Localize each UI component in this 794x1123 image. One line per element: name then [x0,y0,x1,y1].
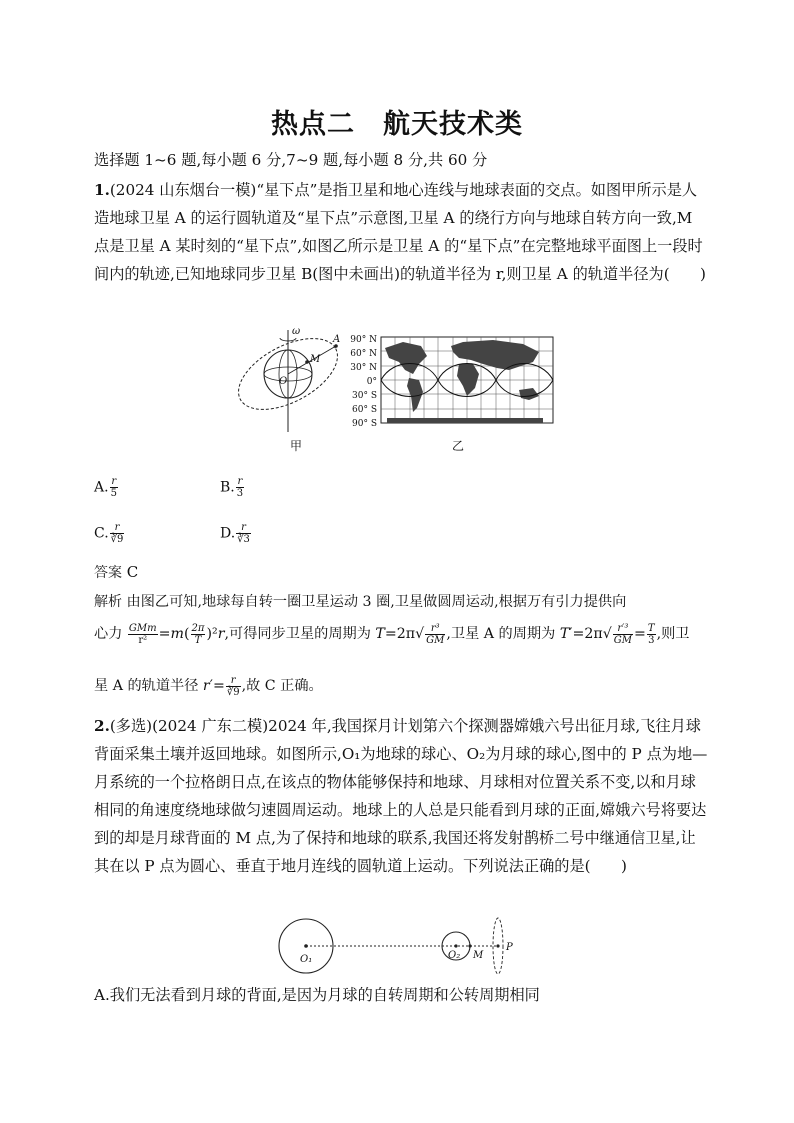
explanation-text: ,卫星 A 的周期为 [446,626,556,642]
figure-jia-label: 甲 [290,439,303,453]
q2-option-A[interactable]: A.我们无法看到月球的背面,是因为月球的自转周期和公转周期相同 [94,986,540,1004]
lat-label: 0° [366,377,377,387]
fraction-denominator: 5 [110,488,117,499]
explanation-text: ,可得同步卫星的周期为 [224,626,371,642]
question-text: (多选)(2024 广东二模)2024 年,我国探月计划第六个探测器嫦娥六号出征月球,飞往月球背面采集土壤并返回地球。如图所示,O₁为地球的球心、O₂为月球的球心,图中的 P 点为地—月系统的一个拉格朗日点,在该点的物体能够保持和地球、月球相对位置关系不变,以和月球相同的角速度绕地球做匀速圆周运动。地球上的人总是只能看到月球的正面,嫦娥六号将要达到的却是月球背面的 M 点,为了保持和地球的联系,我国还将发射鹊桥二号中继通信卫星,让其在以 P 点为圆心、垂直于地月连线的圆轨道上运动。下列说法正确的是( ) [94,717,708,875]
figure-jia [230,322,350,440]
option-A[interactable] [94,476,119,499]
figure-yi [343,330,558,430]
explanation-line-3 [94,672,710,700]
fraction-numerator: r [237,476,243,487]
option-prefix: C. [94,525,109,542]
option-prefix: A. [94,479,109,496]
page-title: 热点二 航天技术类 [271,109,523,140]
formula-gravity: $\frac{\text{GMm}}{\text{r²}}$ =m( $\frac{2\pi}{T}$ )²r [128,622,225,646]
M-label: M [310,354,321,365]
fraction-numerator: r [111,476,117,487]
question-number: 2. [94,717,110,735]
option-prefix: D. [220,525,236,542]
explanation-text: 星 A 的轨道半径 [94,678,199,694]
formula-period-T-prime: T′=2π√ $\frac{\text{r′³}}{GM}$ = $\frac{T}{3}$ [559,622,655,646]
question-1 [94,176,710,288]
explanation-text: 由图乙可知,地球每自转一圈卫星运动 3 圈,卫星做圆周运动,根据万有引力提供向 [126,594,627,610]
question-text: (2024 山东烟台一模)“星下点”是指卫星和地心连线与地球表面的交点。如图甲所示是人造地球卫星 A 的运行圆轨道及“星下点”示意图,卫星 A 的绕行方向与地球自转方向一致,M 点是卫星 A 某时刻的“星下点”,如图乙所示是卫星 A 的“星下点”在完整地球平面图上一段时间内的轨迹,已知地球同步卫星 B(图中未画出)的轨道半径为 r,则卫星 A 的轨道半径为( ) [94,181,706,283]
formula-period-T: T=2π√ $\frac{\text{r³}}{GM}$ [375,622,445,646]
explanation-label: 解析 [94,594,122,610]
M-label: M [473,950,484,961]
answer-label: 答案 [94,565,122,581]
figure-yi-label: 乙 [452,439,465,453]
explanation-line-1 [94,588,710,616]
fraction-denominator: ∛9 [110,534,124,545]
lat-label: 30° N [350,363,377,373]
O2-label: O₂ [448,950,461,961]
option-B[interactable] [220,476,245,499]
explanation-line-2 [94,620,710,648]
P-label: P [506,942,513,953]
lat-label: 90° S [352,419,377,429]
fraction-denominator: 3 [236,488,244,499]
O1-label: O₁ [300,954,313,965]
lat-label: 60° N [350,349,377,359]
section-header: 选择题 1~6 题,每小题 6 分,7~9 题,每小题 8 分,共 60 分 [94,151,488,169]
explanation-text: ,故 C 正确。 [241,678,323,694]
explanation-text: ,则卫 [656,626,690,642]
option-D[interactable] [220,522,252,545]
fraction-numerator: r [110,522,125,534]
option-prefix: B. [220,479,235,496]
O-label: O [279,376,288,387]
figure-earth-moon [270,912,530,978]
omega-label: ω [292,326,301,337]
answer-value: C [126,563,139,581]
explanation-text: 心力 [94,626,123,642]
lat-label: 90° N [350,335,377,345]
question-2 [94,712,710,880]
lat-label: 30° S [352,391,377,401]
A-label: A [333,334,341,345]
formula-radius: r′= $\frac{r}{∛9}$ [202,674,240,698]
fraction-numerator: r [236,522,251,534]
fraction-denominator: ∛3 [237,534,250,545]
answer [94,562,138,582]
option-C[interactable] [94,522,125,545]
question-number: 1. [94,181,110,199]
lat-label: 60° S [352,405,377,415]
